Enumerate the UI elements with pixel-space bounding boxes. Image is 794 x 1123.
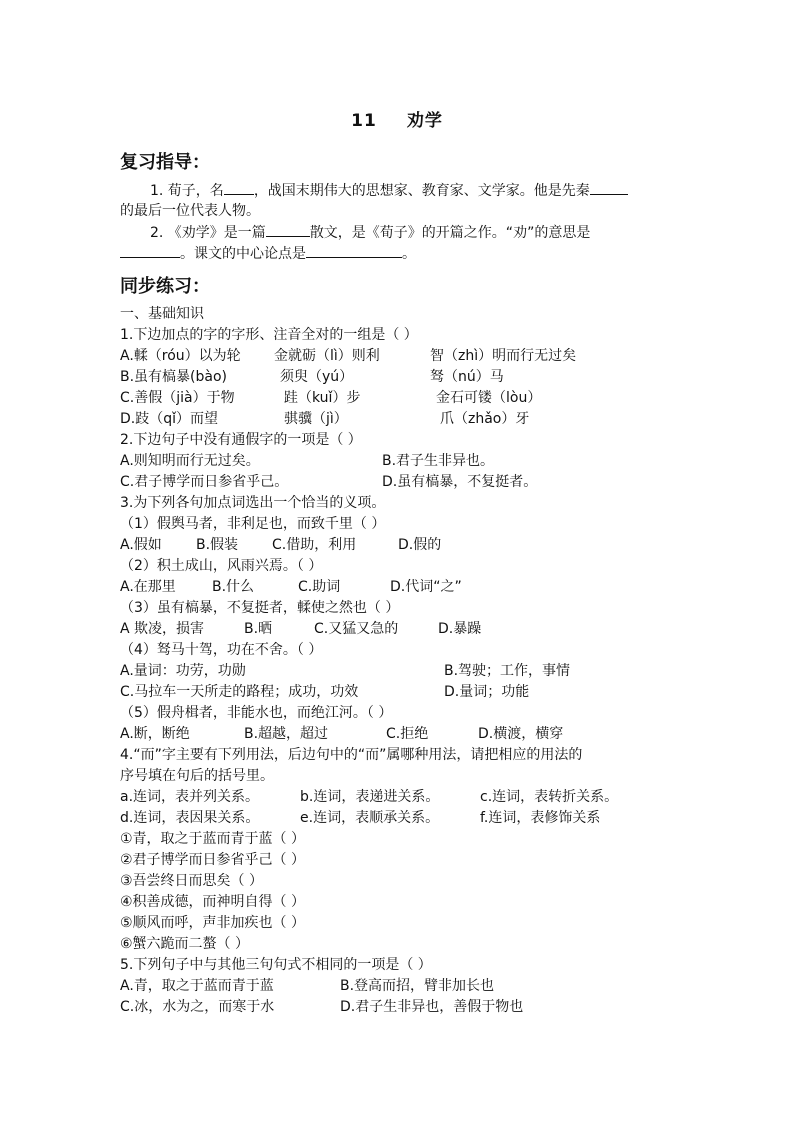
option-d: D.虽有槁暴，不复挺者。 [382,474,538,490]
question-4-item-5: ⑤顺风而呼，声非加疾也（ ） [120,915,306,931]
usage-c: c.连词，表转折关系。 [480,789,619,805]
question-4-item-2: ②君子博学而日参省乎己（ ） [120,852,306,868]
option-part: 驽（nú）马 [430,369,504,385]
review-item-2 [150,222,720,243]
review-item-1-text-a: 1. 荀子，名 [150,183,224,199]
review-item-1-cont: 的最后一位代表人物。 [120,203,260,219]
question-4-item-1: ①青，取之于蓝而青于蓝（ ） [120,831,306,847]
option-a: A.在那里 [120,579,176,595]
review-item-2-text-c: 。课文的中心论点是 [180,246,306,262]
question-2-stem: 2.下边句子中没有通假字的一项是（ ） [120,432,362,448]
question-3-sub-5: （5）假舟楫者，非能水也，而绝江河。（ ） [120,705,393,721]
option-d: D.暴躁 [438,621,482,637]
option-d: D.量词；功能 [444,684,530,700]
question-4-stem-cont: 序号填在句后的括号里。 [120,768,274,784]
usage-b: b.连词，表递进关系。 [300,789,440,805]
option-a: A.量词：功劳，功勋 [120,663,246,679]
option-d: D.假的 [398,537,442,553]
option-part: 爪（zhǎo）牙 [440,411,530,427]
option-b: B.登高而招，臂非加长也 [340,978,495,994]
usage-f: f.连词，表修饰关系 [480,810,601,826]
answer-blank[interactable] [306,243,402,258]
review-item-1 [150,180,720,201]
option-a: A.则知明而行无过矣。 [120,453,260,469]
lesson-number: 11 [351,111,377,131]
option-part: A.輮（róu）以为轮 [120,348,241,364]
usage-d: d.连词，表因果关系。 [120,810,260,826]
option-b: B.假装 [196,537,239,553]
option-c: C.冰，水为之，而寒于水 [120,999,275,1015]
option-part: 骐骥（jì） [284,411,348,427]
option-b: B.驾驶；工作，事情 [444,663,571,679]
option-d: D.横渡，横穿 [478,726,564,742]
question-3-sub-2: （2）积土成山，风雨兴焉。（ ） [120,558,323,574]
review-item-1-text-b: ，战国末期伟大的思想家、教育家、文学家。他是先秦 [253,183,590,199]
answer-blank[interactable] [224,180,254,195]
option-part: B.虽有槁暴(bào) [120,369,228,385]
lesson-title [0,106,794,131]
lesson-name: 劝学 [406,111,443,131]
usage-a: a.连词，表并列关系。 [120,789,260,805]
review-item-2-text-a: 2. 《劝学》是一篇 [150,225,266,241]
option-part: 须臾（yú） [280,369,354,385]
option-part: 金就砺（lì）则利 [274,348,380,364]
question-4-stem: 4.“而”字主要有下列用法，后边句中的“而”属哪种用法，请把相应的用法的 [120,747,583,763]
review-heading: 复习指导： [120,152,210,173]
option-a: A.断，断绝 [120,726,190,742]
question-3-stem: 3.为下列各句加点词选出一个恰当的义项。 [120,495,386,511]
question-5-stem: 5.下列句子中与其他三句句式不相同的一项是（ ） [120,957,432,973]
option-c: C.又猛又急的 [314,621,399,637]
question-3-sub-4: （4）驽马十驾，功在不舍。（ ） [120,642,323,658]
option-part: 跬（kuǐ）步 [284,390,361,406]
option-c: C.借助，利用 [272,537,357,553]
question-3-sub-1: （1）假舆马者，非利足也，而致千里（ ） [120,516,386,532]
option-part: D.跂（qǐ）而望 [120,411,219,427]
option-b: B.君子生非异也。 [382,453,495,469]
option-part: 金石可镂（lòu） [436,390,542,406]
option-c: C.马拉车一天所走的路程；成功，功效 [120,684,359,700]
option-a: A 欺凌，损害 [120,621,205,637]
question-4-item-6: ⑥蟹六跪而二螯（ ） [120,936,250,952]
question-1-stem: 1.下边加点的字的字形、注音全对的一组是（ ） [120,327,418,343]
usage-e: e.连词，表顺承关系。 [300,810,440,826]
option-b: B.超越，超过 [244,726,329,742]
option-c: C.助词 [298,579,341,595]
review-item-2-text-d: 。 [402,246,416,262]
question-4-item-4: ④积善成德，而神明自得（ ） [120,894,306,910]
option-a: A.青，取之于蓝而青于蓝 [120,978,274,994]
option-b: B.晒 [244,621,273,637]
answer-blank[interactable] [590,180,628,195]
question-4-item-3: ③吾尝终日而思矣（ ） [120,873,264,889]
option-c: C.君子博学而日参省乎己。 [120,474,289,490]
review-item-2-text-b: 散文，是《荀子》的开篇之作。“劝”的意思是 [309,225,591,241]
option-d: D.代词“之” [390,579,462,595]
answer-blank[interactable] [266,222,310,237]
option-c: C.拒绝 [386,726,429,742]
review-item-2-cont [120,243,690,264]
section-basic-knowledge: 一、基础知识 [120,306,204,322]
option-part: C.善假（jià）于物 [120,390,235,406]
answer-blank[interactable] [120,243,180,258]
option-part: 智（zhì）明而行无过矣 [430,348,577,364]
practice-heading: 同步练习： [120,276,210,297]
option-b: B.什么 [212,579,255,595]
option-d: D.君子生非异也，善假于物也 [340,999,524,1015]
question-3-sub-3: （3）虽有槁暴，不复挺者，輮使之然也（ ） [120,600,400,616]
option-a: A.假如 [120,537,162,553]
